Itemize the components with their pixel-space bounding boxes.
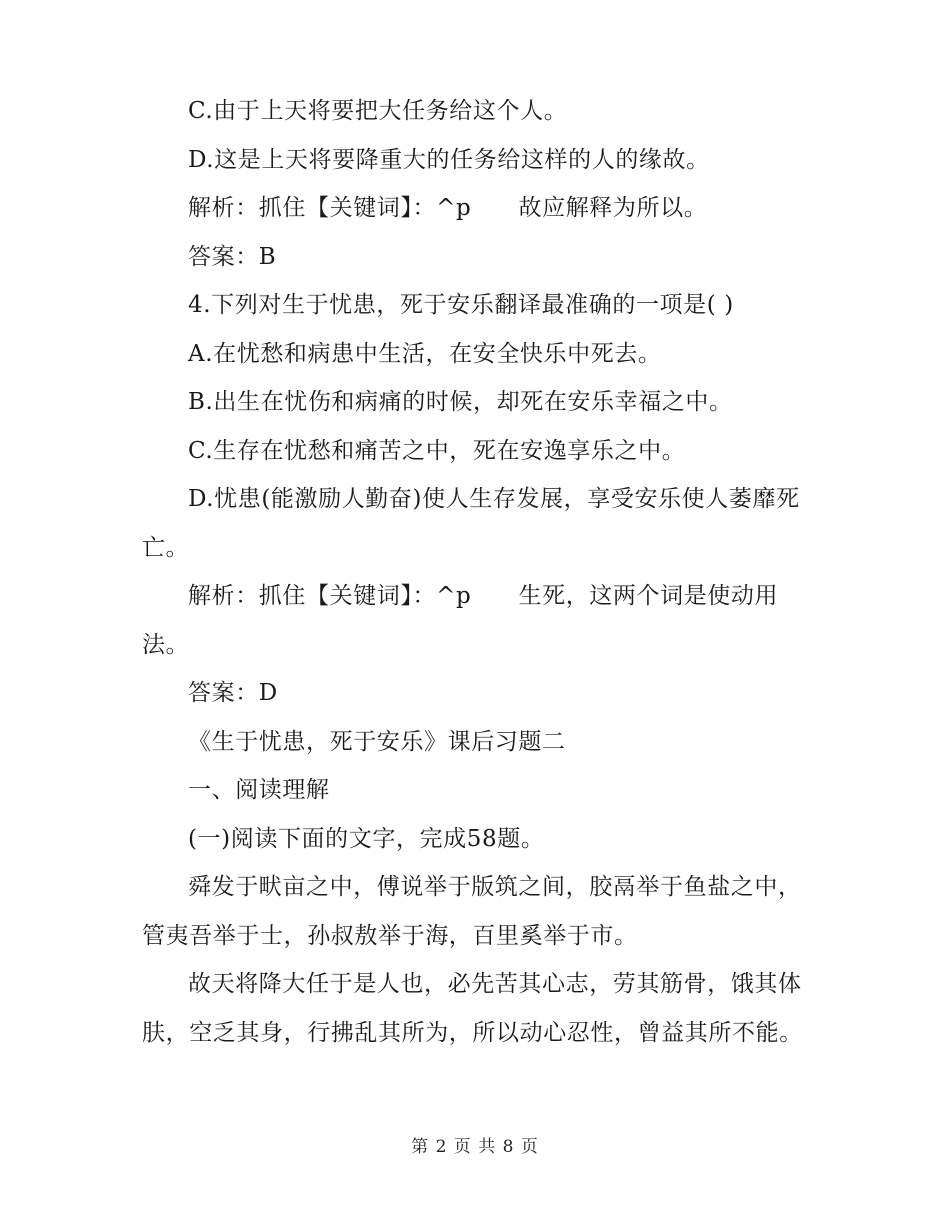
analysis-q3: 解析：抓住【关键词】：^p 故应解释为所以。 [188, 195, 708, 221]
reading-instruction: (一)阅读下面的文字，完成58题。 [188, 825, 545, 852]
option-c-q4: C.生存在忧愁和痛苦之中，死在安逸享乐之中。 [188, 437, 686, 464]
analysis-q4: 解析：抓住【关键词】：^p 生死，这两个词是使动用法。 [142, 583, 779, 658]
document-body [142, 87, 812, 1057]
question-4: 4.下列对生于忧患，死于安乐翻译最准确的一项是( ) [188, 292, 734, 318]
passage-paragraph-1: 舜发于畎亩之中，傅说举于版筑之间，胶鬲举于鱼盐之中，管夷吾举于士，孙叔敖举于海，百里奚举于市。 [142, 874, 802, 949]
section-heading-reading: 一、阅读理解 [188, 777, 330, 803]
option-d-translation: D.这是上天将要降重大的任务给这样的人的缘故。 [188, 146, 710, 173]
answer-q3: 答案：B [188, 243, 277, 270]
option-a-q4: A.在忧愁和病患中生活，在安全快乐中死去。 [188, 340, 662, 367]
option-b-q4: B.出生在忧伤和病痛的时候，却死在安乐幸福之中。 [188, 389, 733, 415]
answer-q4: 答案：D [188, 680, 278, 706]
passage-paragraph-2: 故天将降大任于是人也，必先苦其心志，劳其筋骨，饿其体肤，空乏其身，行拂乱其所为，所以动心忍性，曾益其所不能。 [142, 971, 803, 1046]
section-title: 《生于忧患，死于安乐》课后习题二 [188, 728, 566, 755]
option-c-translation: C.由于上天将要把大任务给这个人。 [188, 98, 568, 124]
page-number-footer: 第 2 页 共 8 页 [411, 1137, 539, 1157]
option-d-q4: D.忧患(能激励人勤奋)使人生存发展，享受安乐使人萎靡死亡。 [142, 486, 800, 561]
